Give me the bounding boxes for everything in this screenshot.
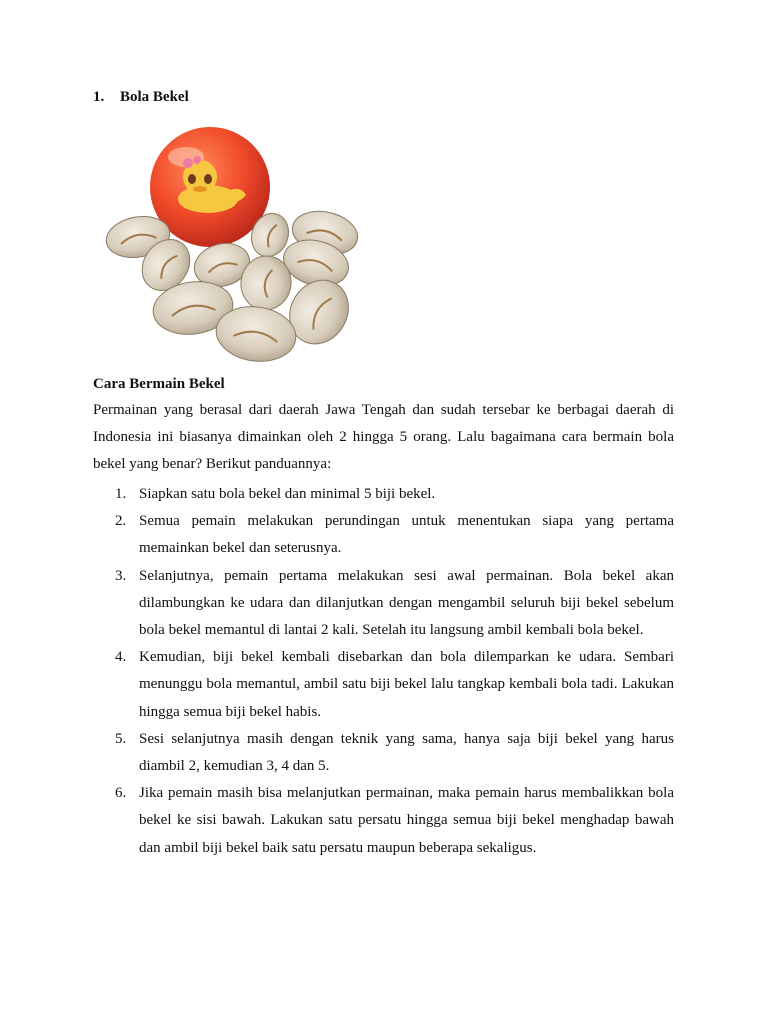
list-item-text: Sesi selanjutnya masih dengan teknik yang sama, hanya saja biji bekel yang harus diambil 2, kemudian 3, 4 dan 5. bbox=[139, 730, 674, 775]
list-item bbox=[93, 780, 674, 862]
list-item bbox=[93, 508, 674, 562]
list-item-number: 4. bbox=[115, 649, 127, 666]
list-item bbox=[93, 726, 674, 780]
how-to-title: Cara Bermain Bekel bbox=[93, 376, 225, 392]
steps-list bbox=[93, 481, 674, 862]
list-item-text: Selanjutnya, pemain pertama melakukan sesi awal permainan. Bola bekel akan dilambungkan ke udara dan dilanjutkan dengan mengambil seluruh biji bekel sebelum bola bekel memantul di lantai 2 kali. Setelah itu langsung ambil kembali bola bekel. bbox=[139, 567, 674, 639]
section-title: Bola Bekel bbox=[120, 89, 189, 105]
list-item-text: Siapkan satu bola bekel dan minimal 5 biji bekel. bbox=[139, 486, 436, 502]
intro-paragraph: Permainan yang berasal dari daerah Jawa Tengah dan sudah tersebar ke berbagai daerah di Indonesia ini biasanya dimainkan oleh 2 hingga 5 orang. Lalu bagaimana cara bermain bola bekel yang benar? Berikut panduannya: bbox=[93, 402, 674, 473]
list-item-text: Jika pemain masih bisa melanjutkan permainan, maka pemain harus membalikkan bola bekel ke sisi bawah. Lakukan satu persatu hingga semua biji bekel menghadap bawah dan ambil biji bekel baik satu persatu maupun beberapa sekaligus. bbox=[139, 785, 674, 856]
list-item-number: 2. bbox=[115, 513, 127, 530]
list-item-number: 1. bbox=[115, 486, 127, 502]
list-item-text: Kemudian, biji bekel kembali disebarkan dan bola dilemparkan ke udara. Sembari menunggu bola memantul, ambil satu biji bekel lalu tangkap kembali bola tadi. Lakukan hingga semua biji bekel habis. bbox=[139, 649, 674, 720]
section-heading bbox=[93, 87, 189, 107]
list-item bbox=[93, 644, 674, 726]
list-item-text: Semua pemain melakukan perundingan untuk menentukan siapa yang pertama memainkan bekel dan seterusnya. bbox=[139, 513, 674, 557]
list-item bbox=[93, 481, 674, 508]
list-item bbox=[93, 563, 674, 645]
list-item-number: 6. bbox=[115, 785, 127, 802]
list-item-number: 5. bbox=[115, 730, 127, 747]
list-item-number: 3. bbox=[115, 567, 127, 584]
section-number: 1. bbox=[93, 89, 105, 105]
bola-bekel-photo bbox=[100, 125, 365, 370]
